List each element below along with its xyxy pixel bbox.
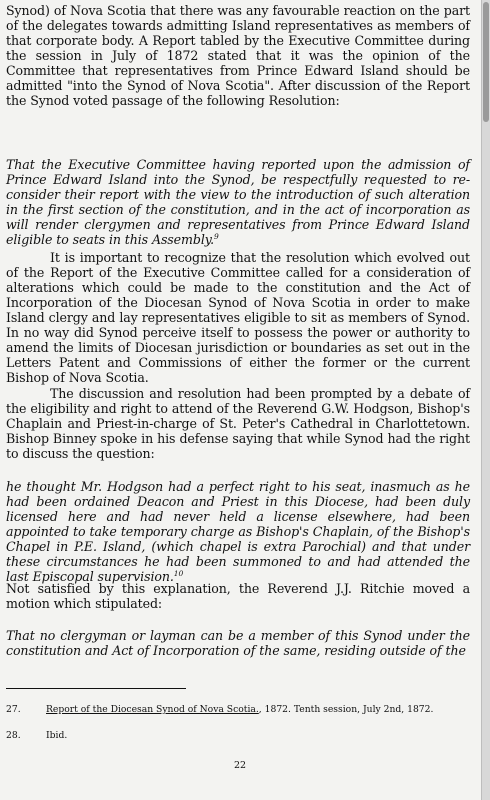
footnote-source-detail: , 1872. Tenth session, July 2nd, 1872. xyxy=(258,704,434,715)
footnote-source-detail: Ibid. xyxy=(46,730,68,741)
paragraph-ritchie-motion: Not satisfied by this explanation, the Reverend J.J. Ritchie moved a motion which stipulated: xyxy=(6,581,470,611)
footnote-number: 28. xyxy=(6,730,21,741)
footnote-ref-9: 9 xyxy=(214,232,219,241)
motion-quote: That no clergyman or layman can be a member of this Synod under the constitution and Act of Incorporation of the same, residing outside of the xyxy=(6,628,470,658)
paragraph-hodgson-debate: The discussion and resolution had been prompted by a debate of the eligibility and right to attend of the Reverend G.W. Hodgson, Bishop's Chaplain and Priest-in-charge of St. Peter's Cathedral in Charlottetown. Bishop Binney spoke in his defense saying that while Synod had the right to discuss the question: xyxy=(6,386,470,461)
footnote-divider xyxy=(6,688,186,689)
footnote-source-title: Report of the Diocesan Synod of Nova Scotia. xyxy=(46,704,259,715)
footnote-28 xyxy=(6,730,470,742)
binney-quote xyxy=(6,479,470,584)
resolution-quote-text: That the Executive Committee having reported upon the admission of Prince Edward Island into the Synod, be respectfully requested to re-consider their report with the view to the introduction of such alteration in the first section of the constitution, and in the act of incorporation as will render clergymen and representatives from Prince Edward Island eligible to seats in this Assembly. xyxy=(6,157,470,247)
binney-quote-text: he thought Mr. Hodgson had a perfect right to his seat, inasmuch as he had been ordained Deacon and Priest in this Diocese, had been duly licensed here and had never held a license elsewhere, had been appointed to take temporary charge as Bishop's Chaplain, of the Bishop's Chapel in P.E. Island, (which chapel is extra Parochial) and that under these circumstances he had been summoned to and had attended the last Episcopal supervision. xyxy=(6,479,470,584)
footnote-ref-10: 10 xyxy=(173,569,184,578)
footnote-number: 27. xyxy=(6,704,21,715)
page-number: 22 xyxy=(233,760,247,771)
vertical-scrollbar[interactable] xyxy=(481,0,490,800)
resolution-quote xyxy=(6,157,470,247)
paragraph-synod-reaction: Synod) of Nova Scotia that there was any favourable reaction on the part of the delegates towards admitting Island representatives as members of that corporate body. A Report tabled by the Executive Committee during the session in July of 1872 stated that it was the opinion of the Committee that representatives from Prince Edward Island should be admitted "into the Synod of Nova Scotia". After discussion of the Report the Synod voted passage of the following Resolution: xyxy=(6,3,470,108)
scrollbar-thumb[interactable] xyxy=(483,2,489,122)
footnote-27 xyxy=(6,704,470,716)
paragraph-resolution-analysis: It is important to recognize that the resolution which evolved out of the Report of the Executive Committee called for a consideration of alterations which could be made to the constitution and the Act of Incorporation of the Diocesan Synod of Nova Scotia in order to make Island clergy and lay representatives eligible to sit as members of Synod. In no way did Synod perceive itself to possess the power or authority to amend the limits of Diocesan jurisdiction or boundaries as set out in the Letters Patent and Commissions of either the former or the current Bishop of Nova Scotia. xyxy=(6,250,470,385)
